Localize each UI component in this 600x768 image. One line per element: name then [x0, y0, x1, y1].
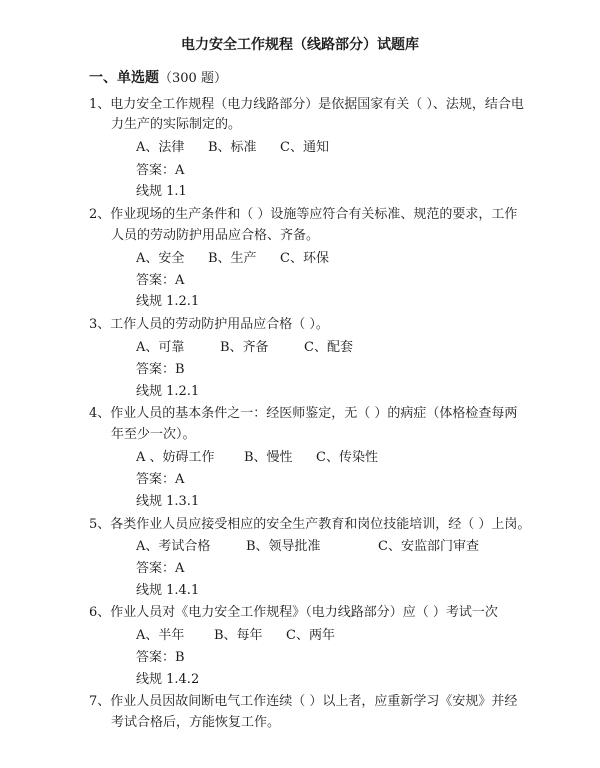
option-c: C、传染性	[316, 450, 378, 465]
question-4-reference: 线规 1.3.1	[136, 494, 200, 509]
question-4-line-2: 年至少一次）。	[111, 427, 196, 442]
option-b: B、标准	[208, 140, 257, 155]
option-a: A、考试合格	[136, 539, 211, 554]
option-a: A、半年	[136, 628, 185, 643]
question-4-answer: 答案：A	[136, 472, 185, 487]
question-7-line-2: 考试合格后，方能恢复工作。	[111, 715, 281, 730]
question-2-line-2: 人员的劳动防护用品应合格、齐备。	[111, 228, 320, 243]
question-6-answer: 答案：B	[136, 650, 185, 665]
option-c: C、两年	[286, 628, 335, 643]
question-6-line-1: 6、作业人员对《电力安全工作规程》（电力线路部分）应（ ）考试一次	[89, 605, 498, 620]
option-b: B、慢性	[244, 450, 293, 465]
option-c: C、通知	[280, 140, 329, 155]
question-4-options	[136, 446, 378, 465]
option-b: B、领导批准	[246, 539, 321, 554]
question-6-options	[136, 624, 335, 643]
option-b: B、每年	[214, 628, 263, 643]
question-5-line-1: 5、各类作业人员应接受相应的安全生产教育和岗位技能培训，经（ ）上岗。	[89, 517, 531, 532]
question-7-line-1: 7、作业人员因故间断电气工作连续（ ）以上者，应重新学习《安规》并经	[89, 694, 518, 709]
option-a: A、安全	[136, 251, 185, 266]
question-3-line-1: 3、工作人员的劳动防护用品应合格（ ）。	[89, 317, 329, 332]
question-1-line-1: 1、电力安全工作规程（电力线路部分）是依据国家有关（ ）、法规，结合电	[89, 97, 524, 112]
question-1-line-2: 力生产的实际制定的。	[111, 117, 242, 132]
option-c: C、安监部门审查	[378, 539, 479, 554]
option-b: B、齐备	[220, 340, 269, 355]
question-5-answer: 答案：A	[136, 561, 185, 576]
question-5-options	[136, 535, 479, 554]
option-b: B、生产	[208, 251, 257, 266]
option-a: A、可靠	[136, 340, 185, 355]
section-count: （300 题）	[159, 71, 227, 86]
page-title: 电力安全工作规程（线路部分）试题库	[181, 37, 419, 53]
question-6-reference: 线规 1.4.2	[136, 672, 200, 687]
option-a: A、法律	[136, 140, 185, 155]
question-1-answer: 答案：A	[136, 163, 185, 178]
question-3-reference: 线规 1.2.1	[136, 384, 200, 399]
question-3-options	[136, 336, 353, 355]
question-2-answer: 答案：A	[136, 273, 185, 288]
question-3-answer: 答案：B	[136, 362, 185, 377]
section-heading	[89, 67, 227, 87]
question-2-line-1: 2、作业现场的生产条件和（ ）设施等应符合有关标准、规范的要求，工作	[89, 207, 518, 222]
option-c: C、配套	[304, 340, 353, 355]
question-2-reference: 线规 1.2.1	[136, 294, 200, 309]
option-c: C、环保	[280, 251, 329, 266]
question-1-reference: 线规 1.1	[136, 184, 187, 199]
section-heading-label: 一、单选题	[89, 70, 159, 86]
question-1-options	[136, 136, 329, 155]
question-5-reference: 线规 1.4.1	[136, 583, 200, 598]
question-2-options	[136, 247, 329, 266]
question-4-line-1: 4、作业人员的基本条件之一：经医师鉴定，无（ ）的病症（体格检查每两	[89, 406, 518, 421]
option-a: A 、妨碍工作	[136, 450, 215, 465]
